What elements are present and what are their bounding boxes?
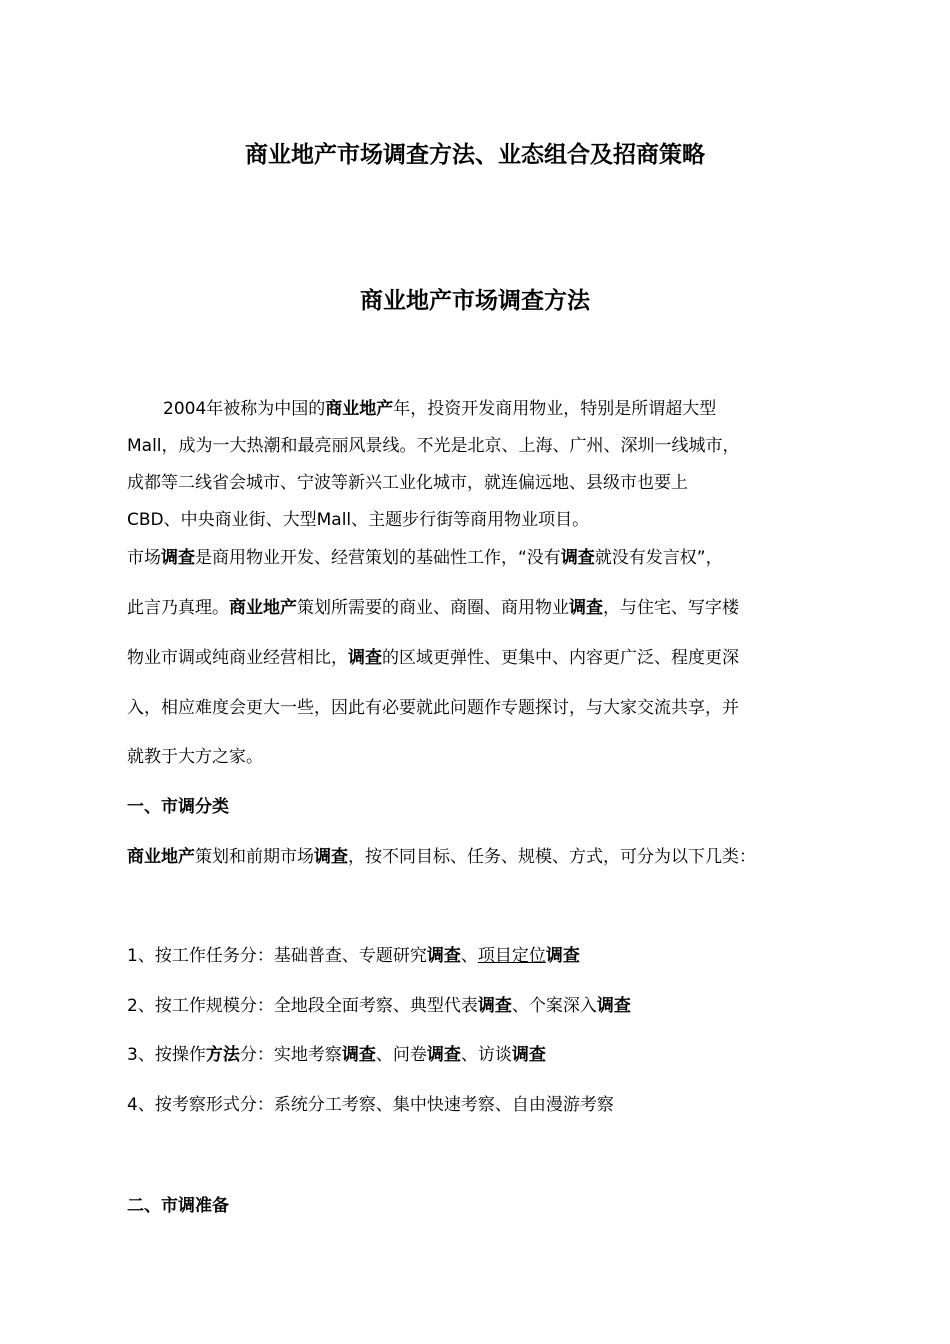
text-run: 、 <box>460 946 478 966</box>
text-run: 、个案深入 <box>511 996 597 1016</box>
text-run: 1、按工作任务分：基础普查、专题研究 <box>127 946 427 966</box>
intro-line-2: Mall，成为一大热潮和最亮丽风景线。不光是北京、上海、广州、深圳一线城市， <box>127 436 740 456</box>
paragraph-line-5: 就教于大方之家。 <box>127 747 263 767</box>
text-run: 年，投资开发商用物业，特别是所谓超大型 <box>393 399 717 419</box>
list-item-2 <box>127 994 631 1018</box>
text-run: 的区域更弹性、更集中、内容更广泛、程度更深 <box>382 648 739 668</box>
keyword: 调查 <box>161 548 195 568</box>
keyword: 调查 <box>511 1045 546 1065</box>
text-run: 分：实地考察 <box>239 1045 342 1065</box>
list-item-1 <box>127 944 580 968</box>
keyword: 调查 <box>477 996 512 1016</box>
list-item-4: 4、按考察形式分：系统分工考察、集中快速考察、自由漫游考察 <box>127 1095 614 1115</box>
keyword: 商业地产 <box>127 847 195 867</box>
text-run: ，与住宅、写字楼 <box>603 598 739 618</box>
text-run: 策划和前期市场 <box>195 847 314 867</box>
text-run: 2、按工作规模分：全地段全面考察、典型代表 <box>127 996 478 1016</box>
keyword: 方法 <box>205 1045 240 1065</box>
text-run: 此言乃真理。 <box>127 598 229 618</box>
keyword: 调查 <box>348 648 382 668</box>
text-run: ，按不同目标、任务、规模、方式，可分为以下几类： <box>348 847 756 867</box>
text-run: 就没有发言权”， <box>594 548 723 568</box>
paragraph-line-4: 入，相应难度会更大一些，因此有必要就此问题作专题探讨，与大家交流共享，并 <box>127 698 739 718</box>
text-run: 3、按操作 <box>127 1045 206 1065</box>
intro-line-3: 成都等二线省会城市、宁波等新兴工业化城市，就连偏远地、县级市也要上 <box>127 473 688 493</box>
keyword: 调查 <box>341 1045 376 1065</box>
keyword: 调查 <box>596 996 631 1016</box>
section-heading-1: 一、市调分类 <box>127 797 229 817</box>
text-run: 是商用物业开发、经营策划的基础性工作，“没有 <box>195 548 561 568</box>
text-run: 、访谈 <box>460 1045 512 1065</box>
paragraph-line-3 <box>127 646 739 670</box>
text-run: 策划所需要的商业、商圈、商用物业 <box>297 598 569 618</box>
text-run: 市场 <box>127 548 161 568</box>
intro-line-1 <box>163 397 716 421</box>
keyword: 调查 <box>426 946 461 966</box>
keyword: 商业地产 <box>325 399 394 419</box>
text-run: 2004年被称为中国的 <box>163 399 326 419</box>
paragraph-line-1 <box>127 546 723 570</box>
keyword: 调查 <box>314 847 348 867</box>
underlined-link[interactable]: 项目定位 <box>477 946 546 966</box>
document-title: 商业地产市场调查方法、业态组合及招商策略 <box>245 142 705 168</box>
keyword: 商业地产 <box>229 598 297 618</box>
section-title: 商业地产市场调查方法 <box>360 288 590 314</box>
keyword: 调查 <box>426 1045 461 1065</box>
keyword: 调查 <box>560 548 595 568</box>
section1-intro <box>127 845 756 869</box>
paragraph-line-2 <box>127 596 739 620</box>
keyword: 调查 <box>545 946 580 966</box>
text-run: 、问卷 <box>375 1045 427 1065</box>
text-run: 物业市调或纯商业经营相比， <box>127 648 348 668</box>
keyword: 调查 <box>569 598 603 618</box>
list-item-3 <box>127 1043 546 1067</box>
section-heading-2: 二、市调准备 <box>127 1196 229 1216</box>
intro-line-4: CBD、中央商业街、大型Mall、主题步行街等商用物业项目。 <box>127 510 590 530</box>
